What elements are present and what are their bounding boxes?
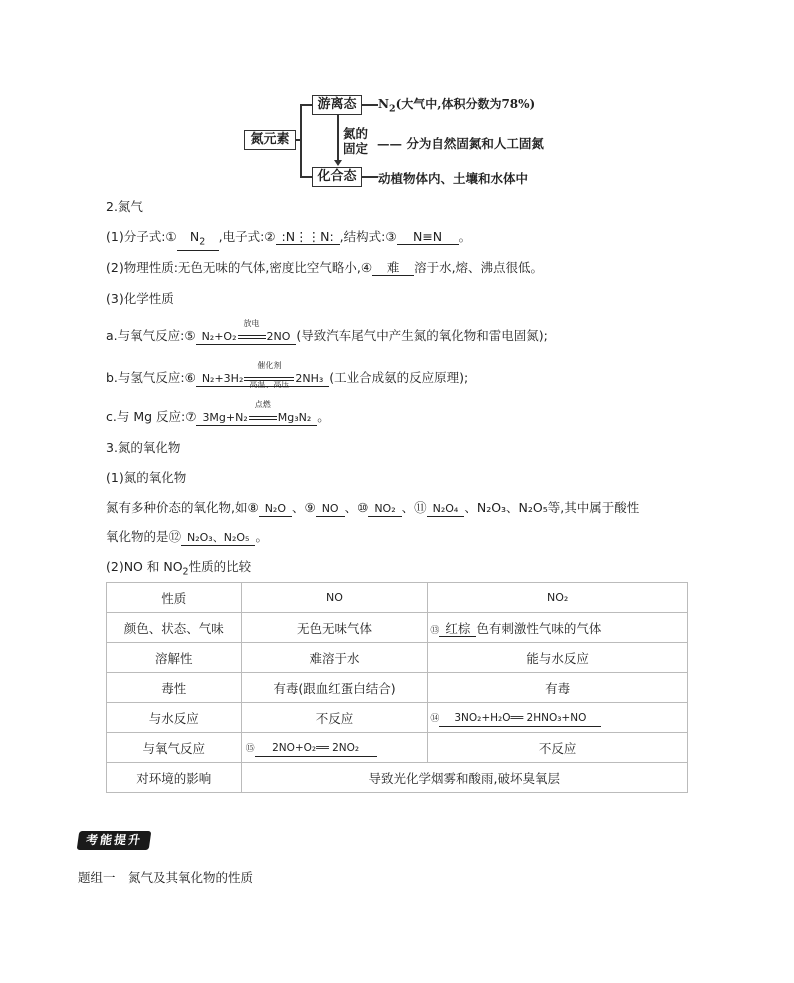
answer-blank: N₂O <box>259 501 292 517</box>
oxides-line-2: 氧化物的是⑫ N₂O₃、N₂O₅ 。 <box>106 529 268 544</box>
combined-state-label: 化合态 <box>317 169 357 184</box>
answer-blank: 3Mg+N₂ 点燃 Mg₃N₂ <box>196 410 317 426</box>
table-cell: 颜色、状态、气味 <box>107 613 242 643</box>
section-title-nitrogen: 2.氮气 <box>106 199 143 214</box>
table-row <box>107 613 688 643</box>
question-group-title: 题组一 氮气及其氧化物的性质 <box>78 870 254 885</box>
chemical-property-title: (3)化学性质 <box>106 291 174 306</box>
table-cell: ⑭ 3NO₂+H₂O══ 2HNO₃+NO <box>428 703 688 733</box>
section-badge: 考能提升 <box>77 831 152 850</box>
table-cell: 毒性 <box>107 673 242 703</box>
combined-state-desc: 动植物体内、土壤和水体中 <box>378 171 529 186</box>
table-cell: 有毒(跟血红蛋白结合) <box>241 673 428 703</box>
answer-blank: 2NO+O₂══ 2NO₂ <box>255 741 377 757</box>
table-header-cell: 性质 <box>107 583 242 613</box>
fixation-desc: —— 分为自然固氮和人工固氮 <box>377 136 544 151</box>
answer-blank: $N_2$ <box>177 229 219 251</box>
answer-blank: NO <box>316 501 345 517</box>
table-header-cell: NO <box>241 583 428 613</box>
combined-state-box <box>312 167 362 187</box>
table-cell: 有毒 <box>428 673 688 703</box>
answer-blank: 3NO₂+H₂O══ 2HNO₃+NO <box>439 711 601 727</box>
section-title-oxides: 3.氮的氧化物 <box>106 440 181 455</box>
physical-property-line: (2)物理性质:无色无味的气体,密度比空气略小,④ 难 溶于水,熔、沸点很低。 <box>106 260 544 275</box>
vertical-arrow <box>337 114 339 164</box>
table-header-cell: NO₂ <box>428 583 688 613</box>
table-cell: 导致光化学烟雾和酸雨,破坏臭氧层 <box>241 763 687 793</box>
table-cell: 无色无味气体 <box>241 613 428 643</box>
connector <box>300 104 312 106</box>
answer-blank: N≡N <box>397 229 459 245</box>
table-cell: 不反应 <box>241 703 428 733</box>
table-row <box>107 643 688 673</box>
table-cell: 难溶于水 <box>241 643 428 673</box>
free-state-label: 游离态 <box>317 97 357 112</box>
table-row <box>107 673 688 703</box>
table-header-row <box>107 583 688 613</box>
connector <box>300 176 312 178</box>
oxides-subtitle: (1)氮的氧化物 <box>106 470 187 485</box>
molecular-formula-line: (1)分子式:① $N_2$ ,电子式:② :N⋮⋮N: ,结构式:③ N≡N 。 <box>106 229 471 251</box>
root-box <box>244 130 296 150</box>
table-cell: 与水反应 <box>107 703 242 733</box>
connector <box>300 104 302 177</box>
free-state-box <box>312 95 362 115</box>
table-cell: 不反应 <box>428 733 688 763</box>
answer-blank: N₂O₄ <box>427 501 465 517</box>
table-cell: 对环境的影响 <box>107 763 242 793</box>
table-row <box>107 763 688 793</box>
table-cell: 溶解性 <box>107 643 242 673</box>
answer-blank: NO₂ <box>368 501 401 517</box>
table-row <box>107 703 688 733</box>
comparison-subtitle: (2)NO 和 $NO_2$性质的比较 <box>106 559 252 578</box>
fixation-label: 氮的 固定 <box>343 126 369 156</box>
answer-blank: N₂O₃、N₂O₅ <box>181 530 255 546</box>
arrow-line <box>362 176 378 178</box>
root-label: 氮元素 <box>250 132 290 147</box>
reaction-magnesium-line: c.与 Mg 反应:⑦ 3Mg+N₂ 点燃 Mg₃N₂ 。 <box>106 400 330 424</box>
reaction-oxygen-line: a.与氧气反应:⑤ N₂+O₂ 放电 2NO (导致汽车尾气中产生氮的氧化物和雷电固氮); <box>106 319 548 343</box>
arrow-down-icon <box>334 160 342 166</box>
arrow-line <box>362 104 378 106</box>
table-cell: ⑬ 红棕 色有刺激性气味的气体 <box>428 613 688 643</box>
answer-blank: :N⋮⋮N: <box>276 229 340 245</box>
table-cell: 与氧气反应 <box>107 733 242 763</box>
free-state-desc: $N_2$(大气中,体积分数为78%) <box>378 97 536 115</box>
table-cell: ⑮ 2NO+O₂══ 2NO₂ <box>241 733 428 763</box>
answer-blank: 红棕 <box>439 621 476 637</box>
answer-blank: 难 <box>372 260 414 276</box>
oxides-line-1: 氮有多种价态的氧化物,如⑧ N₂O 、⑨ NO 、⑩ NO₂ 、⑪ N₂O₄ 、N₂O₃、N₂O₅等,其中属于酸性 <box>106 500 640 515</box>
reaction-hydrogen-line: b.与氢气反应:⑥ N₂+3H₂ 催化剂 高温、高压 2NH₃ (工业合成氨的反应原理); <box>106 361 469 389</box>
answer-blank: N₂+O₂ 放电 2NO <box>196 329 297 345</box>
table-cell: 能与水反应 <box>428 643 688 673</box>
table-row <box>107 733 688 763</box>
answer-blank: N₂+3H₂ 催化剂 高温、高压 2NH₃ <box>196 371 329 387</box>
comparison-table <box>106 582 688 793</box>
